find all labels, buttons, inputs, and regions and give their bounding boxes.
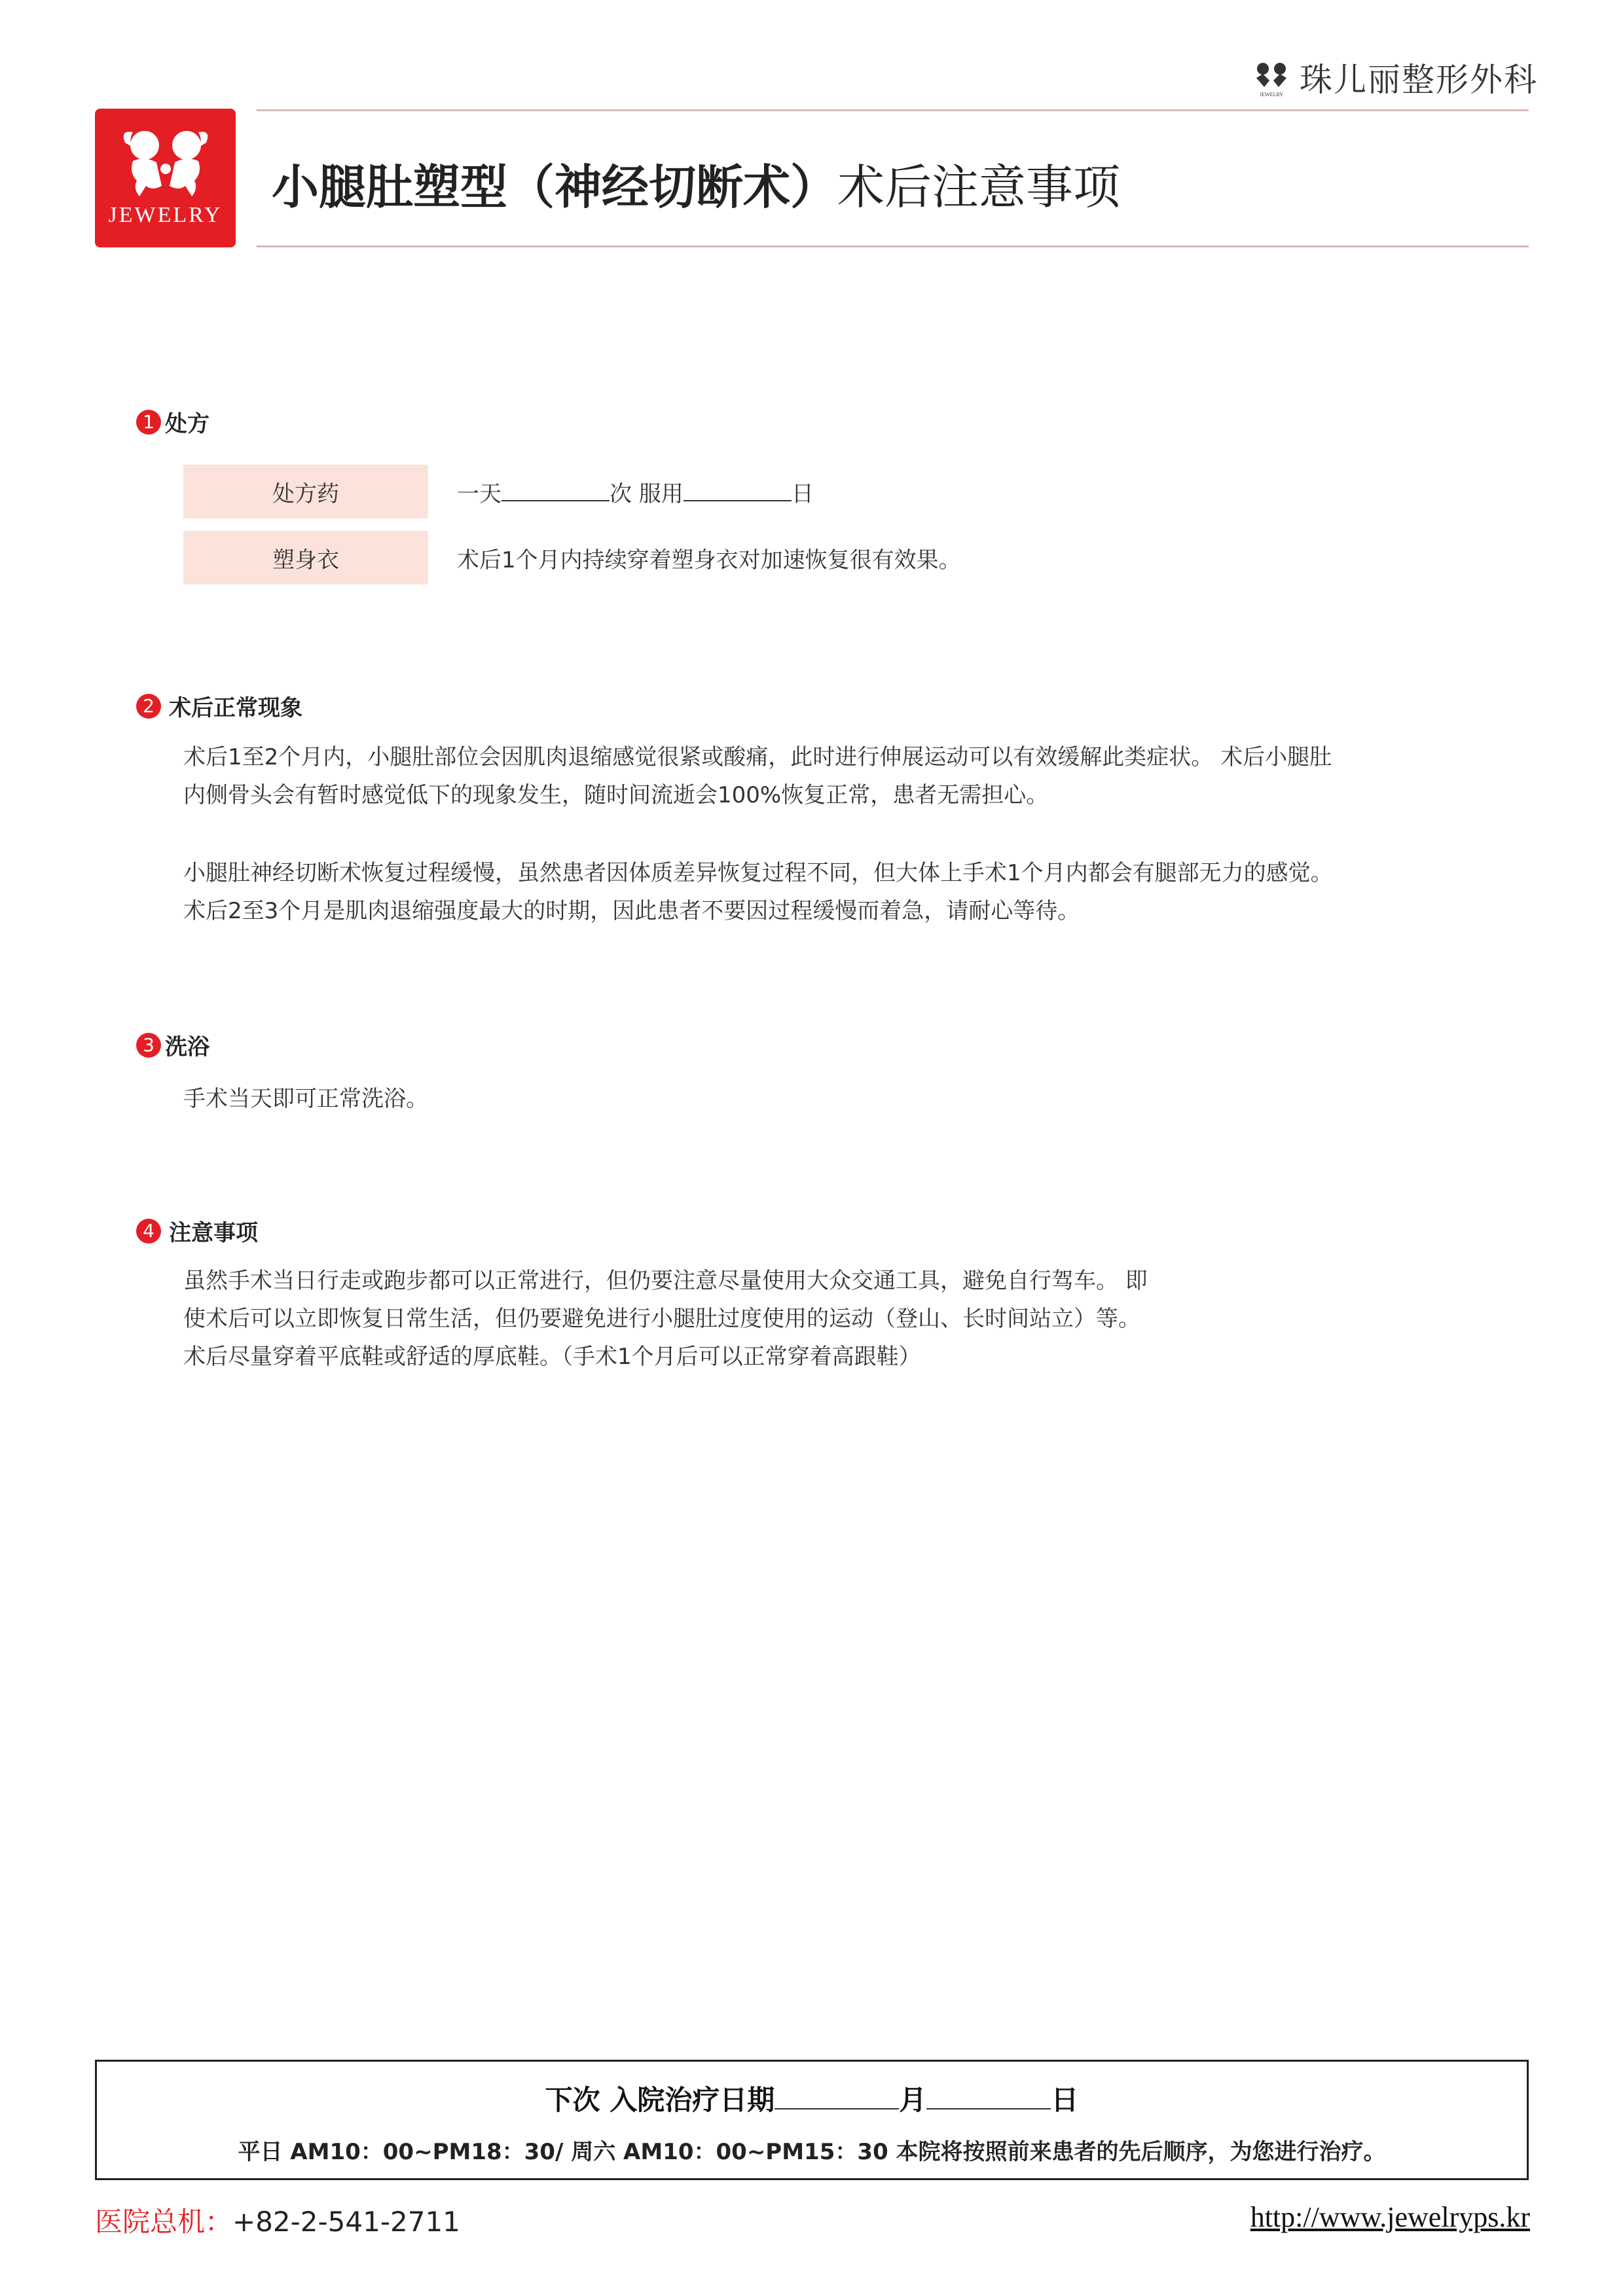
header-top-rule [257, 109, 1529, 111]
phone-number[interactable]: +82-2-541-2711 [232, 2206, 460, 2238]
text-line: 术后1至2个月内，小腿肚部位会因肌肉退缩感觉很紧或酸痛，此时进行伸展运动可以有效缓解此类症状。 术后小腿肚 [183, 744, 1332, 770]
prescription-label: 处方药 [183, 465, 428, 518]
day-blank [926, 2086, 1051, 2109]
website-link[interactable]: http://www.jewelryps.kr [1250, 2201, 1530, 2233]
bath-text: 手术当天即可正常洗浴。 [183, 1086, 428, 1112]
twins-logo-icon [113, 123, 218, 202]
notes-paragraph [183, 1262, 1467, 1376]
section-2-heading [136, 690, 302, 722]
prescription-row-medicine [183, 465, 814, 518]
times-per-day-blank [501, 480, 610, 501]
text-line: 内侧骨头会有暂时感觉低下的现象发生，随时间流逝会100%恢复正常，患者无需担心。 [183, 782, 1049, 808]
title-suffix: 术后注意事项 [837, 160, 1121, 215]
next-visit-line: 下次 入院治疗日期 月 日 [545, 2084, 1079, 2116]
month-blank [775, 2086, 899, 2109]
section-number-badge: 1 [136, 410, 161, 435]
next-visit-box [95, 2060, 1529, 2180]
brand-name: 珠儿丽整形外科 [1300, 61, 1538, 99]
brand-logo-icon [1250, 56, 1293, 99]
section-title: 术后正常现象 [169, 695, 302, 721]
section-number-badge: 3 [136, 1033, 161, 1058]
header-bottom-rule [257, 245, 1529, 247]
phone-label: 医院总机： [95, 2206, 233, 2238]
section-3-heading [136, 1029, 210, 1061]
section-title: 注意事项 [169, 1220, 258, 1246]
normal-paragraph-2 [183, 854, 1467, 930]
prescription-label: 塑身衣 [183, 531, 428, 584]
days-blank [684, 480, 792, 501]
section-number-badge: 2 [136, 694, 161, 719]
page-title [272, 149, 1120, 217]
office-hours: 平日 AM10：00~PM18：30/ 周六 AM10：00~PM15：30 本院将按照前来患者的先后顺序，为您进行治疗。 [238, 2139, 1386, 2165]
section-4-heading [136, 1215, 258, 1247]
title-procedure: 小腿肚塑型（神经切断术） [272, 160, 838, 215]
section-1-heading [136, 406, 210, 438]
jewelry-logo [95, 109, 236, 247]
section-title: 处方 [165, 411, 210, 437]
prescription-row-garment [183, 531, 961, 584]
text-line: 使术后可以立即恢复日常生活，但仍要避免进行小腿肚过度使用的运动（登山、长时间站立）等。 [183, 1306, 1140, 1332]
text-line: 术后尽量穿着平底鞋或舒适的厚底鞋。（手术1个月后可以正常穿着高跟鞋） [183, 1344, 921, 1370]
brand-mark-text: JEWELRY [1260, 92, 1283, 98]
section-title: 洗浴 [165, 1034, 210, 1060]
section-number-badge: 4 [136, 1219, 161, 1244]
brand-header [1250, 54, 1538, 101]
logo-text: JEWELRY [108, 203, 223, 227]
normal-paragraph-1 [183, 738, 1467, 814]
text-line: 小腿肚神经切断术恢复过程缓慢，虽然患者因体质差异恢复过程不同，但大体上手术1个月内都会有腿部无力的感觉。 [183, 860, 1333, 886]
prescription-dosage: 一天 次 服用 日 [457, 480, 814, 507]
hospital-phone [95, 2200, 460, 2240]
text-line: 虽然手术当日行走或跑步都可以正常进行，但仍要注意尽量使用大众交通工具，避免自行驾车。 即 [183, 1268, 1148, 1294]
prescription-garment-note: 术后1个月内持续穿着塑身衣对加速恢复很有效果。 [457, 547, 961, 573]
text-line: 术后2至3个月是肌肉退缩强度最大的时期，因此患者不要因过程缓慢而着急，请耐心等待。 [183, 898, 1080, 924]
